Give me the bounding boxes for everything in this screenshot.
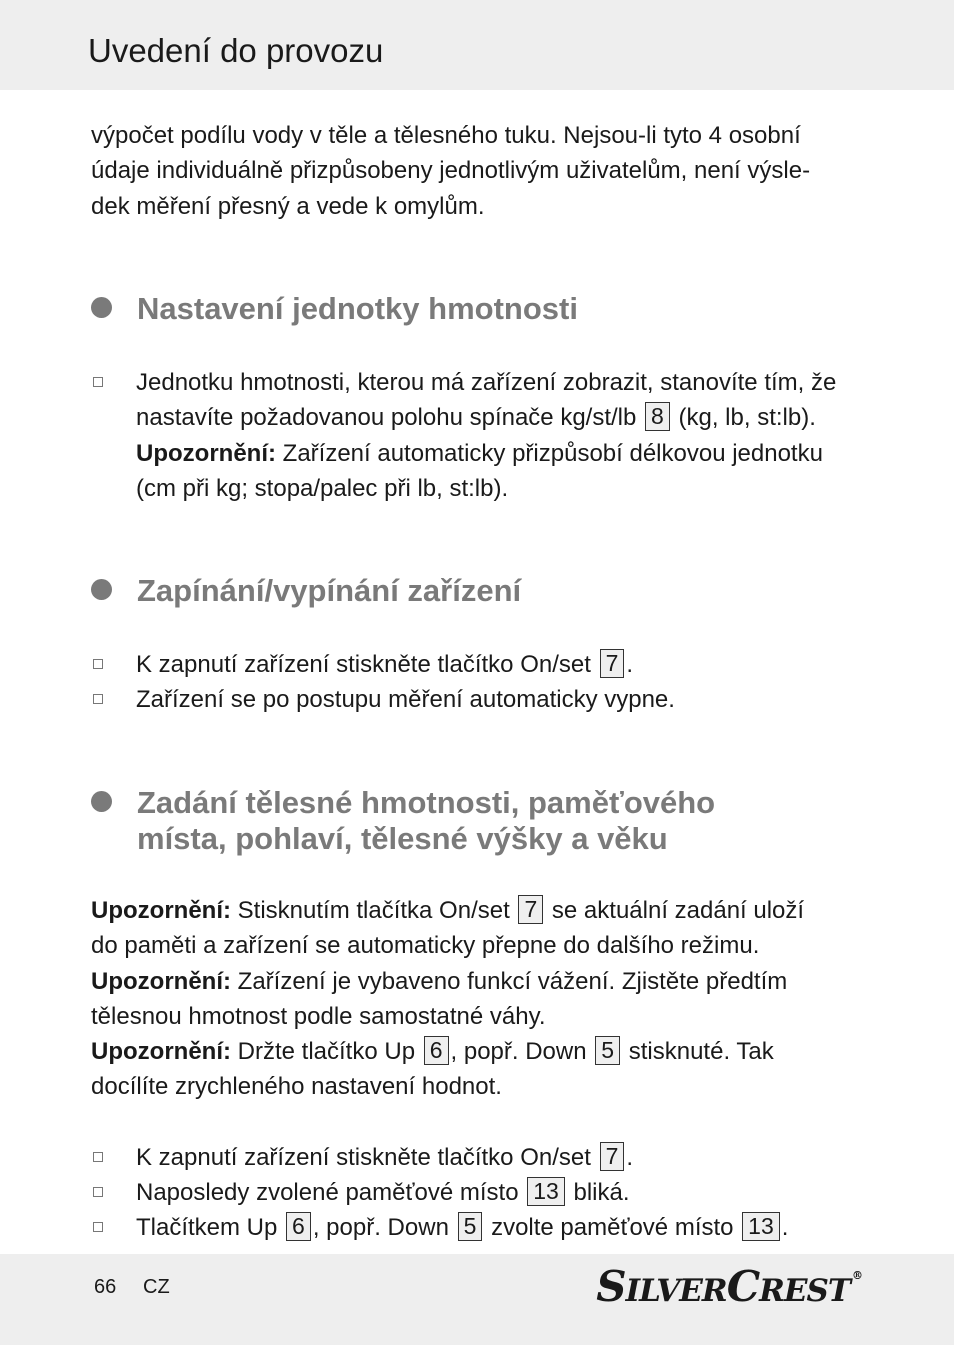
step-text xyxy=(136,1140,871,1175)
note-text: do paměti a zařízení se automaticky přepne do dalšího režimu. xyxy=(91,932,760,960)
step-line: , popř. Down xyxy=(312,1214,449,1241)
step-item xyxy=(91,1175,871,1210)
step-line: . xyxy=(626,651,634,678)
notes-paragraph xyxy=(91,893,881,1105)
step-item xyxy=(91,682,871,717)
note-label: Upozornění: xyxy=(91,967,231,995)
step-text xyxy=(136,1210,871,1245)
page-title: Uvedení do provozu xyxy=(88,32,384,69)
intro-line: dek měření přesný a vede k omylům. xyxy=(91,192,485,220)
section-heading-text xyxy=(137,785,891,857)
note-text: Zařízení je vybaveno funkcí vážení. Zjistěte předtím xyxy=(237,967,788,995)
step-line: (cm při kg; stopa/palec při lb, st:lb). xyxy=(136,474,509,502)
reference-number-box: 6 xyxy=(286,1212,311,1241)
section-heading-text: Nastavení jednotky hmotnosti xyxy=(137,291,578,326)
heading-line: Zadání tělesné hmotnosti, paměťového xyxy=(137,785,716,820)
step-line: . xyxy=(626,1144,634,1171)
note-text: Držte tlačítko Up xyxy=(237,1038,416,1066)
language-code: CZ xyxy=(143,1276,170,1298)
step-line: Naposledy zvolené paměťové místo xyxy=(136,1179,519,1206)
note-text: tělesnou hmotnost podle samostatné váhy. xyxy=(91,1002,546,1030)
note-text: , popř. Down xyxy=(450,1038,587,1066)
intro-line: výpočet podílu vody v těle a tělesného tuku. Nejsou-li tyto 4 osobní xyxy=(91,122,801,149)
section-bullet-icon xyxy=(91,791,112,812)
step-line: K zapnutí zařízení stiskněte tlačítko On/set xyxy=(136,651,591,678)
note-label: Upozornění: xyxy=(136,439,276,467)
reference-number-box: 8 xyxy=(645,402,670,431)
checkbox-icon xyxy=(93,659,103,669)
section-bullet-icon xyxy=(91,297,112,318)
step-item xyxy=(91,647,871,682)
intro-paragraph xyxy=(91,118,881,224)
step-text xyxy=(136,365,871,506)
step-line: (kg, lb, st:lb). xyxy=(678,404,816,432)
step-text xyxy=(136,647,871,682)
step-text xyxy=(136,1175,871,1210)
section-heading-weight-unit xyxy=(91,291,891,327)
note-text: stisknuté. Tak xyxy=(628,1038,774,1066)
note-text: Zařízení automaticky přizpůsobí délkovou jednotku xyxy=(282,439,823,467)
logo-letter: C xyxy=(726,1262,760,1311)
step-item xyxy=(91,1140,871,1175)
note-text: docílíte zrychleného nastavení hodnot. xyxy=(91,1073,502,1101)
logo-letters: REST xyxy=(759,1273,850,1309)
note-text: Stisknutím tlačítka On/set xyxy=(237,897,510,924)
checkbox-icon xyxy=(93,1152,103,1162)
step-text: Zařízení se po postupu měření automaticky vypne. xyxy=(136,686,675,713)
heading-line: místa, pohlaví, tělesné výšky a věku xyxy=(137,821,668,856)
note-label: Upozornění: xyxy=(91,897,231,924)
step-item xyxy=(91,1210,871,1245)
reference-number-box: 7 xyxy=(518,895,543,924)
section-heading-power xyxy=(91,573,891,609)
note-text: se aktuální zadání uloží xyxy=(551,897,805,924)
silvercrest-logo xyxy=(596,1262,862,1311)
step-line: K zapnutí zařízení stiskněte tlačítko On/set xyxy=(136,1144,591,1171)
checkbox-icon xyxy=(93,1222,103,1232)
step-line: Jednotku hmotnosti, kterou má zařízení zobrazit, stanovíte tím, že xyxy=(136,369,837,396)
step-line: zvolte paměťové místo xyxy=(491,1214,734,1241)
reference-number-box: 7 xyxy=(600,1142,625,1171)
page-number: 66 xyxy=(94,1276,117,1298)
registered-mark: ® xyxy=(852,1269,862,1282)
reference-number-box: 13 xyxy=(527,1177,565,1206)
logo-letter: S xyxy=(596,1262,626,1311)
intro-line: údaje individuálně přizpůsobeny jednotlivým uživatelům, není výsle- xyxy=(91,157,811,185)
checkbox-icon xyxy=(93,694,103,704)
step-item xyxy=(91,365,871,506)
reference-number-box: 5 xyxy=(595,1036,620,1065)
step-line: Tlačítkem Up xyxy=(136,1214,278,1241)
step-line: nastavíte požadovanou polohu spínače kg/st/lb xyxy=(136,404,637,432)
section-bullet-icon xyxy=(91,579,112,600)
checkbox-icon xyxy=(93,1187,103,1197)
note-label: Upozornění: xyxy=(91,1038,231,1066)
reference-number-box: 7 xyxy=(600,649,625,678)
step-line: bliká. xyxy=(573,1179,630,1206)
reference-number-box: 5 xyxy=(458,1212,483,1241)
step-line: . xyxy=(781,1214,789,1241)
checkbox-icon xyxy=(93,377,103,387)
reference-number-box: 6 xyxy=(424,1036,449,1065)
section-heading-text: Zapínání/vypínání zařízení xyxy=(137,573,522,608)
section-heading-user-data xyxy=(91,785,891,857)
reference-number-box: 13 xyxy=(742,1212,780,1241)
logo-letters: ILVER xyxy=(625,1273,727,1309)
